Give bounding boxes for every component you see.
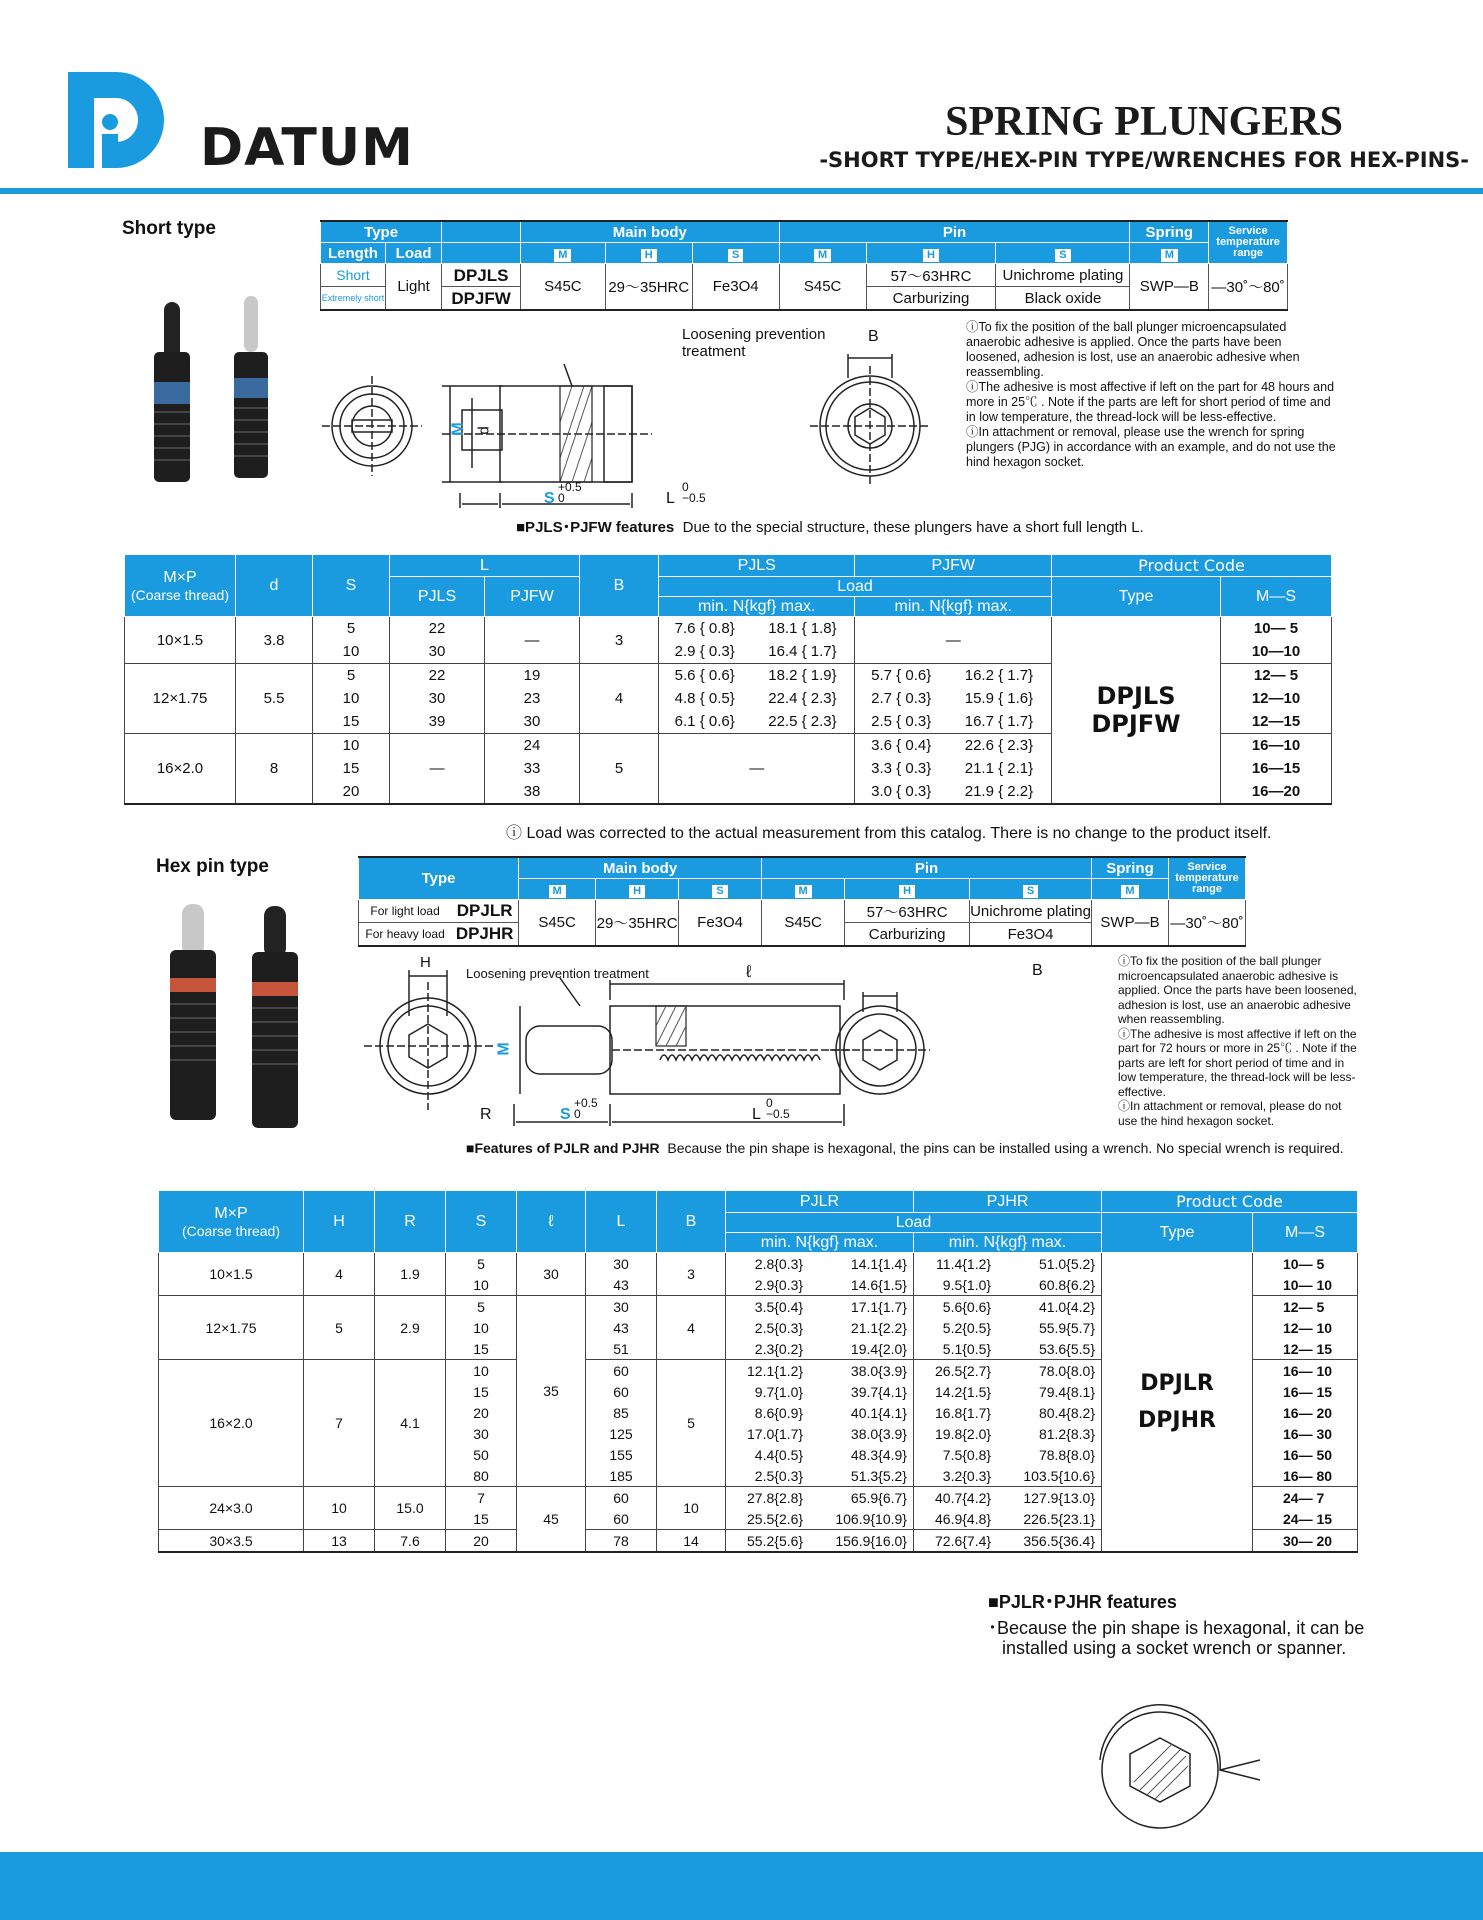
s-cell: 15 (313, 710, 390, 734)
pjfw-l-cell: 23 (485, 687, 580, 710)
spec-load-header: Load (385, 243, 441, 264)
hex-m-label: M (495, 1042, 513, 1056)
hex-note-2: ⓘThe adhesive is most affective if left on the part for 72 hours or more in 25℃ . Note if the parts are left for short period of time and in low temperature, the thread-lock will be less-effective. (1118, 1026, 1357, 1099)
spec-pin-material: S45C (779, 264, 866, 311)
hex-spec-surface: Fe3O4 (679, 900, 762, 947)
b-cell: 4 (657, 1296, 726, 1360)
pjhr-max: 78.0{8.0} (997, 1360, 1101, 1382)
hex-spec-spring-header: Spring (1092, 857, 1169, 879)
short-l-label: L (666, 490, 675, 507)
s-cell: 10 (446, 1360, 517, 1382)
r-cell: 4.1 (375, 1360, 446, 1487)
h-cell: 4 (304, 1253, 375, 1296)
hex-data-table: M×P (Coarse thread) H R S ℓ L B PJLR PJHR Product Code Load Type M―S min. N{kgf} max. min. N{kgf} max. 10×1.5 4 1.9 5 30 30 3 2.8{0.3} 14.1{1.4} 11.4{1.2} 51.0{5.2} DPJLR 10— 5 10 43 2.9{0.3} 14.6{1.5} 9.5{1.0} 60.8{6.2} 10— 10 12×1.75 5 2.9 5 35 30 4 3.5{0.4} 17.1{1.7} 5.6{0.6} 41.0{4.2} 12— 5 10 43 2.5{0.3} 21.1{2.2} 5.2{0.5} 55.9{5.7} 12— 10 15 51 2.3{0.2} 19.4{2.0} 5.1{0.5} 53.6{5.5} 12— 15 16×2.0 7 4.1 10 60 5 12.1{1.2} 38.0{3.9} 26.5{2.7} 78.0{8.0} 16— 10 15 60 9.7{1.0} 39.7{4.1} 14.2{1.5} 79.4{8.1} 16— 15 20 85 8.6{0.9} 40.1{4.1} 16.8{1.7} 80.4{8.2} DPJHR 16— 20 30 125 17.0{1.7} 38.0{3.9} 19.8{2.0} 81.2{8.3} 16— 30 50 155 4.4{0.5} 48.3{4.9} 7.5{0.8} 78.8{8.0} 16— 50 80 185 2.5{0.3} 51.3{5.2} 3.2{0.3} 103.5{10.6} 16— 80 24×3.0 10 15.0 7 45 60 10 27.8{2.8} 65.9{6.7} 40.7{4.2} 127.9{13.0} 24— 7 15 60 25.5{2.6} 106.9{10.9} 46.9{4.8} 226.5{23.1} 24— 15 30×3.5 13 7.6 20 78 14 55.2{5.6} 156.9{16.0} 72.6{7.4} 356.5{36.4} 30— 20 (158, 1190, 1358, 1553)
spec-code-dpjls: DPJLS (442, 264, 521, 287)
s-cell: 20 (446, 1402, 517, 1423)
pjhr-max: 41.0{4.2} (997, 1296, 1101, 1318)
pjlr-max: 17.1{1.7} (809, 1296, 913, 1318)
spec-code-header-blank (442, 221, 521, 243)
short-notes (966, 320, 1336, 470)
hex-bottom-feature-text1: ･Because the pin shape is hexagonal, it can be (988, 1618, 1365, 1638)
pjlr-max: 156.9{16.0} (809, 1530, 913, 1553)
short-s-tol: +0.5 0 (558, 480, 582, 505)
pjlr-max: 40.1{4.1} (809, 1402, 913, 1423)
spec-service-header: Service temperature range (1209, 221, 1288, 264)
spec-load-value: Light (385, 264, 441, 311)
hex-spec-code-dpjlr: DPJLR (451, 900, 518, 923)
short-s-label: S (544, 490, 555, 507)
hex-features: ■Features of PJLR and PJHR Because the pin shape is hexagonal, the pins can be installed using a wrench. No special wrench is required. (466, 1140, 1344, 1156)
pjhr-min: 7.5{0.8} (913, 1444, 997, 1465)
product-code-cell: 10— 5 (1221, 617, 1332, 641)
mp-cell: 12×1.75 (159, 1296, 304, 1360)
L-cell: 125 (586, 1423, 657, 1444)
spec-length-header: Length (321, 243, 386, 264)
short-features: ■PJLS･PJFW features Due to the special structure, these plungers have a short full length L. (516, 519, 1144, 536)
product-code-cell: 12— 5 (1221, 664, 1332, 688)
s-cell: 15 (446, 1508, 517, 1530)
d-cell: 5.5 (236, 664, 313, 734)
load-correction-note: ⓘ Load was corrected to the actual measurement from this catalog. There is no change to the product itself. (506, 825, 1272, 842)
pjfw-l-cell: 24 (485, 734, 580, 758)
spec-length-short: Short (321, 264, 386, 287)
short-type-drawing (322, 318, 972, 514)
pjhr-max: 80.4{8.2} (997, 1402, 1101, 1423)
hex-spec-main-header: Main body (519, 857, 762, 879)
L-cell: 185 (586, 1465, 657, 1487)
pjhr-max: 55.9{5.7} (997, 1317, 1101, 1338)
pjhr-min: 5.6{0.6} (913, 1296, 997, 1318)
pjfw-max: 21.1 { 2.1} (947, 757, 1052, 780)
h-mark: H (641, 249, 657, 262)
product-code-cell: 12— 15 (1253, 1338, 1358, 1360)
product-code-cell: 16— 80 (1253, 1465, 1358, 1487)
hex-spec-spring: SWP―B (1092, 900, 1169, 947)
pjhr-max: 127.9{13.0} (997, 1487, 1101, 1509)
pjlr-max: 65.9{6.7} (809, 1487, 913, 1509)
short-spec-table (320, 220, 1288, 311)
product-code-cell: 16—10 (1221, 734, 1332, 758)
short-note-3: ⓘIn attachment or removal, please use the wrench for spring plungers (PJG) in accordance with an example, and do not use the hind hexagon socket. (966, 425, 1336, 469)
pjlr-max: 14.1{1.4} (809, 1253, 913, 1275)
r-cell: 7.6 (375, 1530, 446, 1553)
product-code-cell: 24— 7 (1253, 1487, 1358, 1509)
short-loosen-label: Loosening prevention treatment (682, 326, 826, 360)
product-code-cell: 12— 5 (1253, 1296, 1358, 1318)
pjfw-l-cell: 19 (485, 664, 580, 688)
hex-type-drawing (360, 956, 960, 1136)
datum-logo (66, 72, 166, 172)
pjls-max: 22.4 { 2.3} (750, 687, 855, 710)
s-cell: 5 (446, 1253, 517, 1275)
spec-pin-header: Pin (779, 221, 1130, 243)
mp-cell: 24×3.0 (159, 1487, 304, 1530)
pjlr-min: 55.2{5.6} (726, 1530, 810, 1553)
hex-type-heading: Hex pin type (156, 856, 269, 877)
pjfw-min: 3.6 { 0.4} (855, 734, 947, 758)
wrench-illustration (1080, 1690, 1260, 1840)
pjlr-max: 38.0{3.9} (809, 1423, 913, 1444)
product-code-cell: 12—10 (1221, 687, 1332, 710)
hex-spec-table: Type Main body Pin Spring Service temperature range M H S M H S M For light load DPJLR S45C 29～35HRC Fe3O4 S45C 57～63HRC Unichrome plating SWP―B ―30˚～80˚ For heavy load DPJHR Carburizing Fe3O4 (358, 856, 1246, 947)
hex-bottom-feature-text2: installed using a socket wrench or spanner. (1002, 1638, 1347, 1658)
pjls-l-cell: 30 (390, 687, 485, 710)
pjhr-min: 46.9{4.8} (913, 1508, 997, 1530)
mp-cell: 16×2.0 (159, 1360, 304, 1487)
m-mark: M (1161, 249, 1178, 262)
pjlr-max: 106.9{10.9} (809, 1508, 913, 1530)
L-cell: 43 (586, 1274, 657, 1296)
pjhr-max: 356.5{36.4} (997, 1530, 1101, 1553)
short-plunger-photo (148, 292, 288, 488)
pjhr-min: 16.8{1.7} (913, 1402, 997, 1423)
hex-product-code-header: Product Code (1102, 1191, 1358, 1213)
hex-spec-heavy: For heavy load (359, 923, 452, 947)
mp-cell: 30×3.5 (159, 1530, 304, 1553)
mp-cell: 10×1.5 (125, 617, 236, 664)
hex-spec-pin-material: S45C (762, 900, 845, 947)
spec-spring-header: Spring (1130, 221, 1209, 243)
pjfw-max: 15.9 { 1.6} (947, 687, 1052, 710)
b-cell: 4 (580, 664, 659, 734)
spec-pin-hardness: 57～63HRC (866, 264, 996, 287)
h-cell: 10 (304, 1487, 375, 1530)
b-cell: 3 (657, 1253, 726, 1296)
pjhr-min: 5.2{0.5} (913, 1317, 997, 1338)
pjhr-min: 5.1{0.5} (913, 1338, 997, 1360)
pjls-min: 4.8 { 0.5} (659, 687, 751, 710)
pjhr-max: 51.0{5.2} (997, 1253, 1101, 1275)
pjls-max: 22.5 { 2.3} (750, 710, 855, 734)
product-code-cell: 24— 15 (1253, 1508, 1358, 1530)
m-mark: M (554, 249, 571, 262)
s-cell: 15 (313, 757, 390, 780)
table-row (159, 1253, 1358, 1275)
hex-b-label: B (1032, 962, 1043, 979)
hex-L-label: L (752, 1106, 761, 1123)
b-cell: 5 (657, 1360, 726, 1487)
h-cell: 5 (304, 1296, 375, 1360)
type-dpjhr: DPJHR (1102, 1402, 1253, 1552)
l-cell: 45 (517, 1487, 586, 1553)
d-cell: 8 (236, 734, 313, 805)
s-cell: 10 (446, 1317, 517, 1338)
spec-length-extremely-short: Extremely short (321, 287, 386, 311)
product-code-cell: 16—15 (1221, 757, 1332, 780)
s-cell: 15 (446, 1338, 517, 1360)
pjfw-max: 22.6 { 2.3} (947, 734, 1052, 758)
pjhr-min: 40.7{4.2} (913, 1487, 997, 1509)
pjhr-min: 26.5{2.7} (913, 1360, 997, 1382)
pjfw-load-na: — (855, 617, 1052, 664)
product-code-cell: 16— 10 (1253, 1360, 1358, 1382)
L-cell: 60 (586, 1508, 657, 1530)
hex-spec-pin-plating: Unichrome plating (970, 900, 1092, 923)
hex-spec-pin-fe3o4: Fe3O4 (970, 923, 1092, 947)
hex-l-tol: 0 −0.5 (766, 1096, 790, 1121)
pjlr-max: 38.0{3.9} (809, 1360, 913, 1382)
s-cell: 7 (446, 1487, 517, 1509)
b-cell: 14 (657, 1530, 726, 1553)
s-cell: 5 (313, 617, 390, 641)
spec-pin-plating: Unichrome plating (996, 264, 1130, 287)
spec-hardness: 29～35HRC (605, 264, 692, 311)
short-l-tol: 0 −0.5 (682, 480, 706, 505)
pjhr-max: 60.8{6.2} (997, 1274, 1101, 1296)
mp-cell: 16×2.0 (125, 734, 236, 805)
pjhr-min: 9.5{1.0} (913, 1274, 997, 1296)
product-code-cell: 16— 30 (1253, 1423, 1358, 1444)
footer-bar (0, 1852, 1483, 1920)
pjlr-max: 39.7{4.1} (809, 1381, 913, 1402)
hex-r-label: R (480, 1106, 492, 1123)
product-code-cell: 16— 50 (1253, 1444, 1358, 1465)
short-b-label: B (868, 328, 879, 345)
pjlr-max: 21.1{2.2} (809, 1317, 913, 1338)
pjfw-l-cell: 38 (485, 780, 580, 804)
m-mark: M (814, 249, 831, 262)
product-code-cell: 10—10 (1221, 640, 1332, 664)
pjhr-min: 11.4{1.2} (913, 1253, 997, 1275)
s-mark: S (728, 249, 743, 262)
short-note-2: ⓘThe adhesive is most affective if left on the part for 48 hours and more in 25℃ . Note if the parts are left for short period of time and in low temperature, the thread-lock will be less-effective. (966, 380, 1335, 424)
short-m-label: M (449, 422, 467, 436)
L-cell: 30 (586, 1253, 657, 1275)
header-rule (0, 188, 1483, 194)
product-code-cell: 16— 15 (1253, 1381, 1358, 1402)
product-code-cell: 30— 20 (1253, 1530, 1358, 1553)
pjlr-min: 9.7{1.0} (726, 1381, 810, 1402)
pjfw-min: 5.7 { 0.6} (855, 664, 947, 688)
hex-l-small-label: ℓ (746, 962, 752, 981)
short-data-table: M×P (Coarse thread) d S L B PJLS PJFW Product Code PJLS PJFW Load Type M―S min. N{kgf} max. min. N{kgf} max. 10×1.5 3.8 5 22 — 3 7.6 { 0.8} 18.1 { 1.8} — DPJLS 10— 5 10 30 2.9 { 0.3} 16.4 { 1.7} 10—10 12×1.75 5.5 5 22 19 4 5.6 { 0.6} 18.2 { 1.9} 5.7 { 0.6} 16.2 { 1.7} 12— 5 10 30 23 4.8 { 0.5} 22.4 { 2.3} 2.7 { 0.3} 15.9 { 1.6} 12—10 15 39 30 6.1 { 0.6} 22.5 { 2.3} 2.5 { 0.3} 16.7 { 1.7} DPJFW 12—15 16×2.0 8 10 — 24 5 — 3.6 { 0.4} 22.6 { 2.3} 16—10 15 33 3.3 { 0.3} 21.1 { 2.1} 16—15 20 38 3.0 { 0.3} 21.9 { 2.2} 16—20 (124, 554, 1332, 805)
pjlr-min: 4.4{0.5} (726, 1444, 810, 1465)
hex-spec-pin-hardness: 57～63HRC (845, 900, 970, 923)
hex-note-3: ⓘIn attachment or removal, please do not use the hind hexagon socket. (1118, 1099, 1342, 1128)
s-cell: 5 (313, 664, 390, 688)
spec-temp-value: ―30˚～80˚ (1209, 264, 1288, 311)
pjls-l-cell: 22 (390, 617, 485, 641)
pjfw-max: 16.2 { 1.7} (947, 664, 1052, 688)
product-code-cell: 10— 10 (1253, 1274, 1358, 1296)
pjlr-max: 19.4{2.0} (809, 1338, 913, 1360)
type-dpjfw: DPJFW (1052, 710, 1221, 804)
s-cell: 10 (313, 734, 390, 758)
pjlr-min: 17.0{1.7} (726, 1423, 810, 1444)
pjfw-l-cell: 33 (485, 757, 580, 780)
hex-spec-pin-header: Pin (762, 857, 1092, 879)
L-cell: 60 (586, 1381, 657, 1402)
r-cell: 2.9 (375, 1296, 446, 1360)
spec-spring-value: SWP―B (1130, 264, 1209, 311)
hex-spec-temp: ―30˚～80˚ (1169, 900, 1246, 947)
spec-code-dpjfw: DPJFW (442, 287, 521, 311)
mp-cell: 12×1.75 (125, 664, 236, 734)
pjlr-max: 51.3{5.2} (809, 1465, 913, 1487)
pjhr-max: 103.5{10.6} (997, 1465, 1101, 1487)
hex-spec-code-dpjhr: DPJHR (451, 923, 518, 947)
s-cell: 20 (446, 1530, 517, 1553)
hex-plunger-photo (160, 900, 310, 1130)
pjls-l-cell: 22 (390, 664, 485, 688)
hex-note-1: ⓘTo fix the position of the ball plunger microencapsulated anaerobic adhesive is applied. Once the parts have been loosened, adhesion is lost, use an anaerobic adhesive when reassembling. (1118, 954, 1357, 1026)
pjfw-max: 16.7 { 1.7} (947, 710, 1052, 734)
s-cell: 50 (446, 1444, 517, 1465)
s-cell: 10 (446, 1274, 517, 1296)
spec-code-col (442, 243, 521, 264)
pjhr-max: 81.2{8.3} (997, 1423, 1101, 1444)
short-note-1: ⓘTo fix the position of the ball plunger microencapsulated anaerobic adhesive is applied. Once the parts have been loosened, adhesion is lost, use an anaerobic adhesive when reassembling. (966, 320, 1300, 379)
product-code-cell: 10— 5 (1253, 1253, 1358, 1275)
pjlr-min: 12.1{1.2} (726, 1360, 810, 1382)
L-cell: 51 (586, 1338, 657, 1360)
pjhr-max: 226.5{23.1} (997, 1508, 1101, 1530)
hex-spec-service-header: Service temperature range (1169, 857, 1246, 900)
hex-spec-pin-carburizing: Carburizing (845, 923, 970, 947)
l-cell: 35 (517, 1296, 586, 1487)
h-cell: 7 (304, 1360, 375, 1487)
hex-spec-type-header: Type (359, 857, 519, 900)
pjhr-max: 53.6{5.5} (997, 1338, 1101, 1360)
b-cell: 3 (580, 617, 659, 664)
hex-notes (1118, 954, 1364, 1128)
r-cell: 15.0 (375, 1487, 446, 1530)
hex-spec-material: S45C (519, 900, 596, 947)
product-code-cell: 12— 10 (1253, 1317, 1358, 1338)
s-cell: 5 (446, 1296, 517, 1318)
hex-s-tol: +0.5 0 (574, 1096, 598, 1121)
table-row (125, 617, 1332, 641)
b-cell: 5 (580, 734, 659, 805)
product-code-cell: 16—20 (1221, 780, 1332, 804)
pjhr-min: 14.2{1.5} (913, 1381, 997, 1402)
pjls-load-na: — (659, 734, 855, 805)
pjlr-min: 2.5{0.3} (726, 1317, 810, 1338)
type-dpjls: DPJLS (1052, 617, 1221, 711)
hex-loosen-label: Loosening prevention treatment (466, 966, 649, 981)
page-subtitle: -SHORT TYPE/HEX-PIN TYPE/WRENCHES FOR HEX-PINS- (819, 148, 1469, 172)
pjls-l-cell: — (390, 734, 485, 805)
pjls-l-cell: 39 (390, 710, 485, 734)
h-cell: 13 (304, 1530, 375, 1553)
pjls-l-cell: 30 (390, 640, 485, 664)
pjls-max: 18.2 { 1.9} (750, 664, 855, 688)
l-cell: 30 (517, 1253, 586, 1296)
spec-main-header: Main body (520, 221, 779, 243)
pjls-max: 16.4 { 1.7} (750, 640, 855, 664)
pjfw-l-cell: 30 (485, 710, 580, 734)
pjfw-min: 3.0 { 0.3} (855, 780, 947, 804)
pjhr-max: 79.4{8.1} (997, 1381, 1101, 1402)
pjhr-max: 78.8{8.0} (997, 1444, 1101, 1465)
pjlr-min: 2.3{0.2} (726, 1338, 810, 1360)
pjlr-min: 2.8{0.3} (726, 1253, 810, 1275)
pjfw-l-cell: — (485, 617, 580, 664)
pjls-min: 6.1 { 0.6} (659, 710, 751, 734)
pjfw-max: 21.9 { 2.2} (947, 780, 1052, 804)
pjls-max: 18.1 { 1.8} (750, 617, 855, 641)
s-cell: 80 (446, 1465, 517, 1487)
b-cell: 10 (657, 1487, 726, 1530)
product-code-cell: 12—15 (1221, 710, 1332, 734)
hex-spec-light: For light load (359, 900, 452, 923)
product-code-cell: 16— 20 (1253, 1402, 1358, 1423)
pjlr-min: 27.8{2.8} (726, 1487, 810, 1509)
s-cell: 15 (446, 1381, 517, 1402)
L-cell: 43 (586, 1317, 657, 1338)
s-cell: 10 (313, 640, 390, 664)
pjhr-min: 72.6{7.4} (913, 1530, 997, 1553)
L-cell: 85 (586, 1402, 657, 1423)
mp-cell: 10×1.5 (159, 1253, 304, 1296)
pjls-min: 2.9 { 0.3} (659, 640, 751, 664)
brand-name: DATUM (200, 118, 414, 178)
page-title: SPRING PLUNGERS (945, 99, 1343, 145)
L-cell: 30 (586, 1296, 657, 1318)
pjhr-min: 3.2{0.3} (913, 1465, 997, 1487)
h-mark: H (923, 249, 939, 262)
pjlr-max: 14.6{1.5} (809, 1274, 913, 1296)
d-cell: 3.8 (236, 617, 313, 664)
pjlr-min: 25.5{2.6} (726, 1508, 810, 1530)
s-cell: 20 (313, 780, 390, 804)
pjlr-min: 2.5{0.3} (726, 1465, 810, 1487)
pjlr-max: 48.3{4.9} (809, 1444, 913, 1465)
pjfw-min: 3.3 { 0.3} (855, 757, 947, 780)
L-cell: 60 (586, 1487, 657, 1509)
s-mark: S (1055, 249, 1070, 262)
spec-surface: Fe3O4 (692, 264, 779, 311)
pjlr-min: 3.5{0.4} (726, 1296, 810, 1318)
spec-material: S45C (520, 264, 605, 311)
pjhr-min: 19.8{2.0} (913, 1423, 997, 1444)
spec-pin-carburizing: Carburizing (866, 287, 996, 311)
hex-h-label: H (420, 954, 431, 971)
L-cell: 155 (586, 1444, 657, 1465)
hex-bottom-feature-label: ■PJLR･PJHR features (988, 1592, 1177, 1612)
pjlr-min: 2.9{0.3} (726, 1274, 810, 1296)
pjlr-min: 8.6{0.9} (726, 1402, 810, 1423)
pjfw-min: 2.5 { 0.3} (855, 710, 947, 734)
s-cell: 10 (313, 687, 390, 710)
spec-pin-black-oxide: Black oxide (996, 287, 1130, 311)
short-d-label: d (475, 426, 493, 435)
pjls-min: 7.6 { 0.8} (659, 617, 751, 641)
spec-type-header: Type (321, 221, 442, 243)
s-cell: 30 (446, 1423, 517, 1444)
r-cell: 1.9 (375, 1253, 446, 1296)
hex-s-label: S (560, 1106, 571, 1123)
short-product-code-header: Product Code (1052, 555, 1332, 577)
type-dpjlr: DPJLR (1102, 1253, 1253, 1403)
short-type-heading: Short type (122, 218, 216, 239)
L-cell: 78 (586, 1530, 657, 1553)
pjls-min: 5.6 { 0.6} (659, 664, 751, 688)
L-cell: 60 (586, 1360, 657, 1382)
hex-spec-hardness: 29～35HRC (596, 900, 679, 947)
pjfw-min: 2.7 { 0.3} (855, 687, 947, 710)
